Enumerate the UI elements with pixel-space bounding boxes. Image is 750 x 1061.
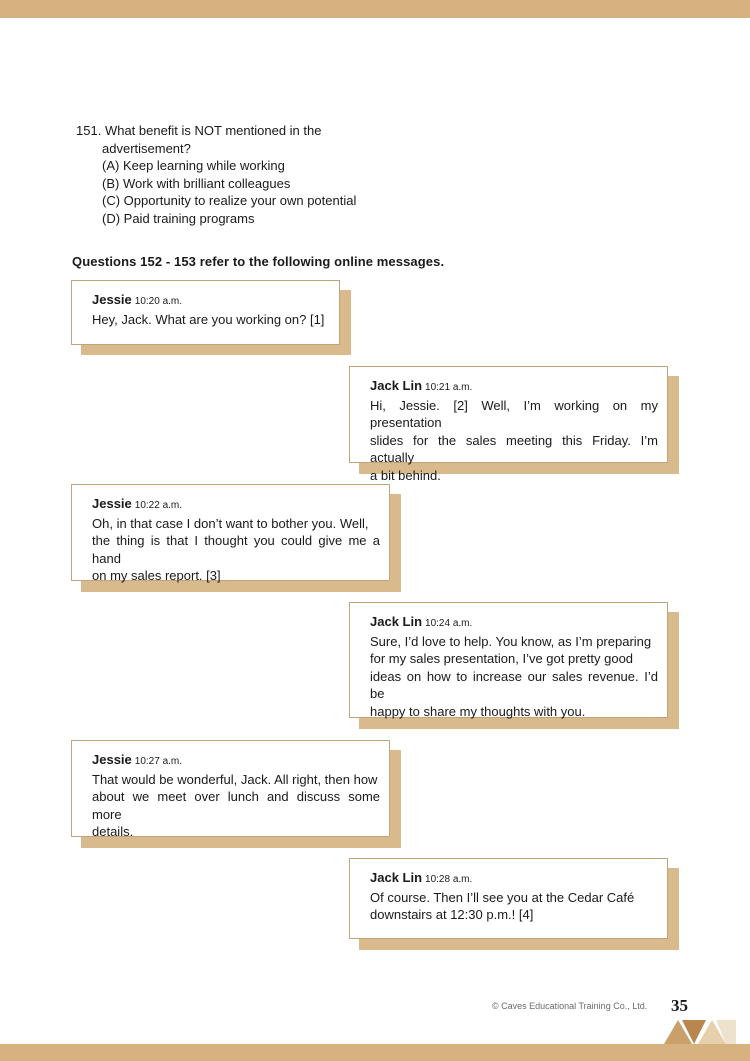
message-line: downstairs at 12:30 p.m.! [4] [370,907,534,923]
message-bubble [349,602,668,718]
message-line: slides for the sales meeting this Friday. I’m actually [370,432,658,466]
section-heading: Questions 152 - 153 refer to the following online messages. [72,254,445,269]
message-jessie-2 [71,484,401,592]
timestamp: 10:22 a.m. [134,500,183,511]
message-line: ideas on how to increase our sales revenue. I’d be [370,668,658,702]
message-bubble [71,484,390,584]
top-decorative-band [0,0,750,18]
timestamp: 10:27 a.m. [134,756,183,767]
message-line: happy to share my thoughts with you. [370,703,586,719]
message-line: on my sales report. [3] [92,568,221,584]
question-stem-line2: advertisement? [102,140,191,156]
question-stem [76,122,356,140]
message-bubble [349,366,668,483]
triangle-logo-icon [664,1018,736,1044]
message-line: Of course. Then I’ll see you at the Cedar Café [370,889,635,905]
sender-name: Jack Lin [370,378,423,393]
message-jessie-1 [71,280,351,355]
message-line: the thing is that I thought you could give me a hand [92,533,380,566]
message-jack-2 [349,602,679,729]
message-line: Hey, Jack. What are you working on? [1] [92,311,325,327]
message-line: That would be wonderful, Jack. All right, then how [92,771,378,787]
message-jessie-3 [71,740,401,848]
timestamp: 10:24 a.m. [425,618,473,629]
question-151 [76,122,356,228]
sender-name: Jack Lin [370,614,423,629]
sender-name: Jack Lin [370,870,423,885]
timestamp: 10:28 a.m. [425,874,473,885]
message-jack-3 [349,858,679,950]
message-line: details. [92,824,134,840]
message-line: Sure, I’d love to help. You know, as I’m preparing [370,633,652,649]
sender-name: Jessie [92,752,132,767]
message-bubble [71,740,390,840]
page-number: 35 [671,996,688,1015]
bottom-decorative-band [0,1044,750,1061]
message-line: Hi, Jessie. [2] Well, I’m working on my presentation [370,397,658,431]
copyright-notice: © Caves Educational Training Co., Ltd. [492,1001,648,1011]
question-number: 151. [76,123,102,138]
sender-name: Jessie [92,496,132,511]
timestamp: 10:20 a.m. [134,296,183,307]
option-d: (D) Paid training programs [102,210,255,226]
message-line: for my sales presentation, I’ve got pretty good [370,651,634,667]
question-stem-line1: What benefit is NOT mentioned in the [104,123,322,138]
message-jack-1 [349,366,679,483]
option-c: (C) Opportunity to realize your own potential [102,193,357,209]
message-bubble [71,280,340,345]
message-line: a bit behind. [370,467,441,483]
sender-name: Jessie [92,292,132,307]
message-line: about we meet over lunch and discuss some more [92,789,380,822]
timestamp: 10:21 a.m. [425,382,473,393]
option-a: (A) Keep learning while working [102,158,285,174]
option-b: (B) Work with brilliant colleagues [102,175,291,191]
message-line: Oh, in that case I don’t want to bother you. Well, [92,515,369,531]
message-bubble [349,858,668,939]
